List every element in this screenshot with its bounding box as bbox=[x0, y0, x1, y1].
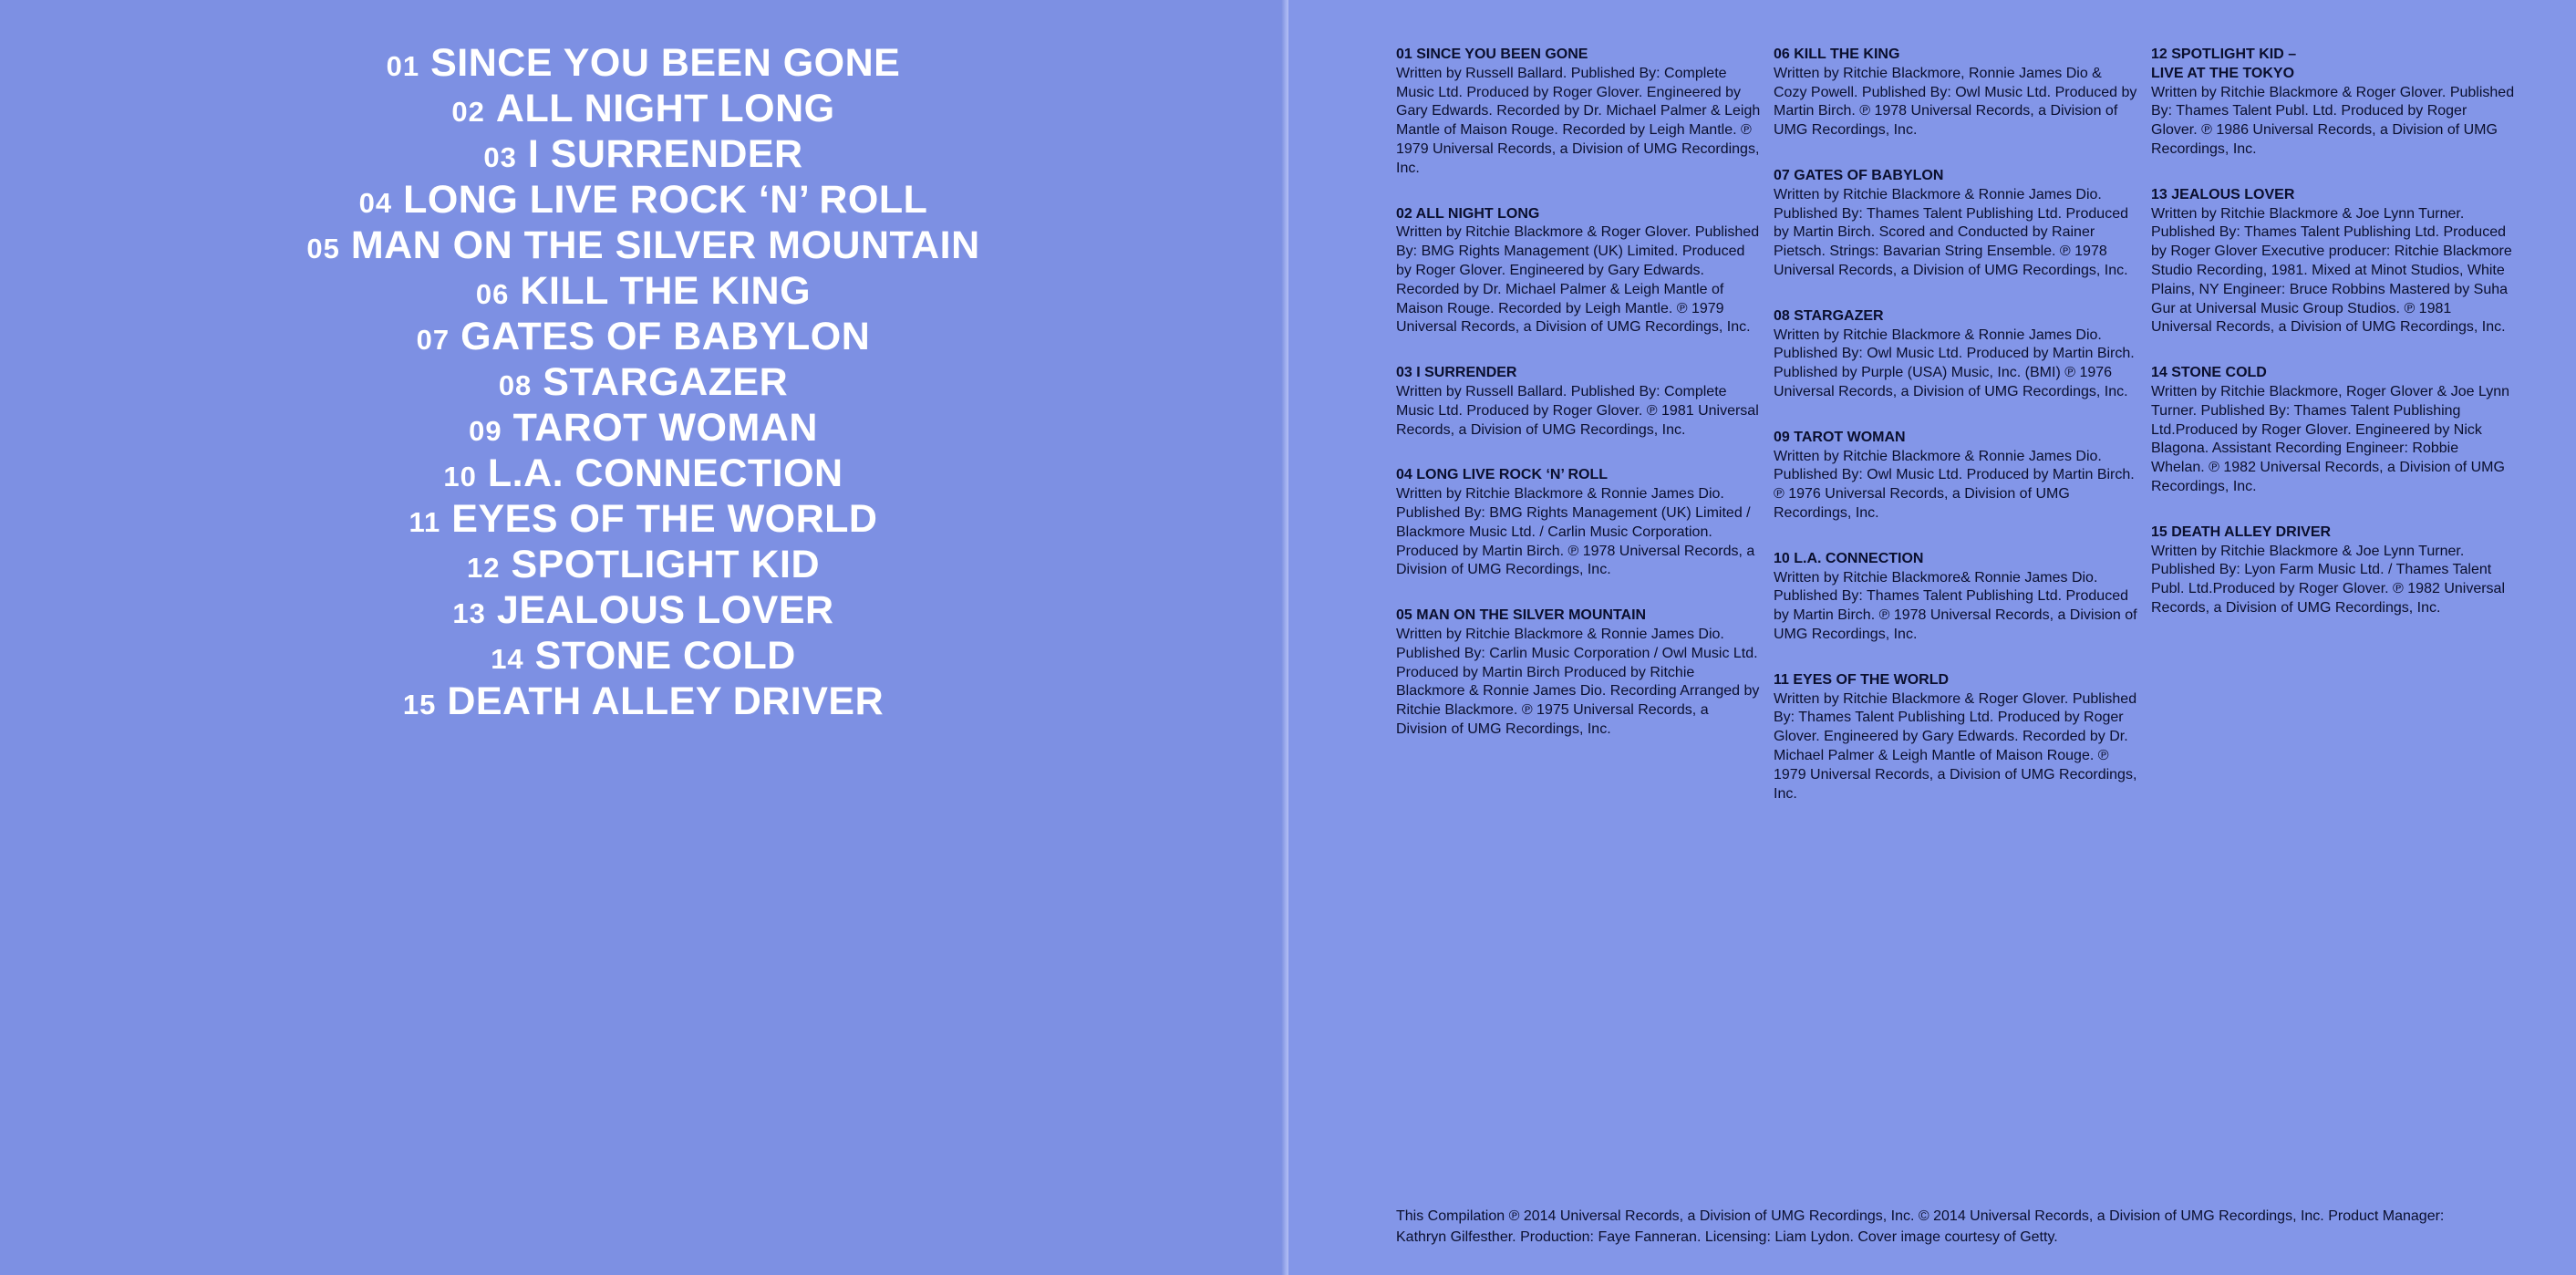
credit-heading: 07 GATES OF BABYLON bbox=[1774, 167, 1944, 183]
track-09 bbox=[0, 405, 1287, 451]
track-number: 09 bbox=[469, 415, 502, 447]
credit-entry bbox=[1396, 205, 1761, 338]
credit-heading: 15 DEATH ALLEY DRIVER bbox=[2151, 523, 2332, 540]
credit-heading: 02 ALL NIGHT LONG bbox=[1396, 205, 1540, 222]
credit-heading: 09 TAROT WOMAN bbox=[1774, 429, 1906, 445]
credit-entry bbox=[1774, 550, 2138, 645]
credits-column-2 bbox=[1774, 46, 2138, 830]
track-01 bbox=[0, 40, 1287, 86]
track-12 bbox=[0, 542, 1287, 587]
credit-entry bbox=[1396, 606, 1761, 740]
track-title: SINCE YOU BEEN GONE bbox=[430, 41, 901, 85]
track-title: L.A. CONNECTION bbox=[487, 451, 843, 495]
track-number: 03 bbox=[483, 141, 517, 173]
credit-text: Written by Ritchie Blackmore, Ronnie James Dio & Cozy Powell. Published By: Owl Music Ltd. Produced by Martin Birch. ℗ 1978 Universal Records, a Division of UMG Recordings, Inc. bbox=[1774, 65, 2137, 139]
credit-text: Written by Ritchie Blackmore & Ronnie James Dio. Published By: Owl Music Ltd. Produced by Martin Birch. Published by Purple (USA) Music, Inc. (BMI) ℗ 1976 Universal Records, a Division of UMG Recordings, Inc. bbox=[1774, 327, 2135, 399]
track-13 bbox=[0, 587, 1287, 633]
track-title: STONE COLD bbox=[534, 634, 796, 678]
track-05 bbox=[0, 223, 1287, 268]
credit-text: Written by Ritchie Blackmore & Roger Glover. Published By: Thames Talent Publishing Ltd. Produced by Roger Glover. Engineered by Gary Edwards. Recorded by Dr. Michael Palmer & Leigh Mantle of Maison Rouge. ℗ 1979 Universal Records, a Division of UMG Recordings, Inc. bbox=[1774, 690, 2137, 802]
credit-heading: 14 STONE COLD bbox=[2151, 365, 2267, 381]
credit-entry bbox=[1774, 671, 2138, 804]
track-10 bbox=[0, 451, 1287, 496]
credit-heading: 08 STARGAZER bbox=[1774, 307, 1884, 324]
track-title: GATES OF BABYLON bbox=[460, 315, 871, 358]
track-title: TAROT WOMAN bbox=[512, 406, 818, 450]
credit-heading: 10 L.A. CONNECTION bbox=[1774, 550, 1924, 566]
credit-text: Written by Ritchie Blackmore & Joe Lynn Turner. Published By: Lyon Farm Music Ltd. / Thames Talent Publ. Ltd.Produced by Roger Glover. ℗ 1982 Universal Records, a Division of UMG Recordings, Inc. bbox=[2151, 543, 2505, 616]
track-title: MAN ON THE SILVER MOUNTAIN bbox=[350, 223, 980, 267]
credit-text: Written by Russell Ballard. Published By: Complete Music Ltd. Produced by Roger Glover. ℗ 1981 Universal Records, a Division of UMG Recordings, Inc. bbox=[1396, 383, 1759, 438]
credit-heading: 11 EYES OF THE WORLD bbox=[1774, 671, 1950, 688]
credit-heading: 12 SPOTLIGHT KID – LIVE AT THE TOKYO bbox=[2151, 47, 2297, 81]
credit-text: Written by Ritchie Blackmore & Ronnie James Dio. Published By: Thames Talent Publishing Ltd. Produced by Martin Birch. Scored and Conducted by Rainer Pietsch. Strings: Bavarian String Ensemble. ℗ 1978 Universal Records, a Division of UMG Recordings, Inc. bbox=[1774, 186, 2128, 278]
track-14 bbox=[0, 633, 1287, 679]
track-06 bbox=[0, 268, 1287, 314]
track-title: STARGAZER bbox=[543, 360, 789, 404]
credit-text: Written by Ritchie Blackmore, Roger Glover & Joe Lynn Turner. Published By: Thames Talent Publishing Ltd.Produced by Roger Glover. Engineered by Nick Blagona. Assistant Recording Engineer: Robbie Whelan. ℗ 1982 Universal Records, a Division of UMG Recordings, Inc. bbox=[2151, 383, 2510, 494]
track-03 bbox=[0, 131, 1287, 177]
tracklist-panel bbox=[0, 0, 1287, 1275]
credit-entry bbox=[1774, 167, 2138, 281]
track-title: DEATH ALLEY DRIVER bbox=[447, 679, 885, 723]
credit-entry bbox=[1774, 46, 2138, 140]
credit-entry bbox=[1396, 364, 1761, 440]
credit-text: Written by Ritchie Blackmore & Roger Glover. Published By: Thames Talent Publ. Ltd. Produced by Roger Glover. ℗ 1986 Universal Records, a Division of UMG Recordings, Inc. bbox=[2151, 84, 2515, 157]
credit-text: Written by Russell Ballard. Published By: Complete Music Ltd. Produced by Roger Glover. Engineered by Gary Edwards. Recorded by Dr. Michael Palmer & Leigh Mantle of Maison Rouge. Recorded by Leigh Mantle. ℗ 1979 Universal Records, a Division of UMG Recordings, Inc. bbox=[1396, 65, 1761, 176]
track-number: 02 bbox=[451, 96, 485, 128]
credit-entry bbox=[2151, 46, 2516, 160]
track-08 bbox=[0, 359, 1287, 405]
credit-text: Written by Ritchie Blackmore & Ronnie James Dio. Published By: BMG Rights Management (UK) Limited / Blackmore Music Ltd. / Carlin Music Corporation. Produced by Martin Birch. ℗ 1978 Universal Records, a Division of UMG Recordings, Inc. bbox=[1396, 486, 1755, 578]
credit-entry bbox=[1396, 46, 1761, 179]
track-number: 11 bbox=[409, 506, 441, 538]
track-number: 10 bbox=[443, 461, 477, 492]
track-number: 04 bbox=[358, 187, 393, 219]
credit-text: Written by Ritchie Blackmore & Joe Lynn Turner. Published By: Thames Talent Publishing Ltd. Produced by Roger Glover Executive producer: Ritchie Blackmore Studio Recording, 1981. Mixed at Minot Studios, White Plains, NY Engineer: Bruce Robbins Mastered by Suha Gur at Universal Music Group Studios. ℗ 1981 Universal Records, a Division of UMG Recordings, Inc. bbox=[2151, 205, 2512, 336]
credit-heading: 03 I SURRENDER bbox=[1396, 365, 1517, 381]
credit-text: Written by Ritchie Blackmore & Ronnie James Dio. Published By: Owl Music Ltd. Produced by Martin Birch. ℗ 1976 Universal Records, a Division of UMG Recordings, Inc. bbox=[1774, 448, 2135, 521]
credit-entry bbox=[2151, 186, 2516, 337]
credit-heading: 13 JEALOUS LOVER bbox=[2151, 186, 2295, 202]
track-title: EYES OF THE WORLD bbox=[451, 497, 878, 541]
credit-text: Written by Ritchie Blackmore & Roger Glover. Published By: BMG Rights Management (UK) Limited. Produced by Roger Glover. Engineered by Gary Edwards. Recorded by Dr. Michael Palmer & Leigh Mantle of Maison Rouge. Recorded by Leigh Mantle. ℗ 1979 Universal Records, a Division of UMG Recordings, Inc. bbox=[1396, 224, 1760, 336]
credits-column-1 bbox=[1396, 46, 1761, 766]
credit-entry bbox=[1774, 429, 2138, 523]
track-number: 05 bbox=[306, 233, 340, 264]
credit-text: Written by Ritchie Blackmore& Ronnie James Dio. Published By: Thames Talent Publishing Ltd. Produced by Martin Birch. ℗ 1978 Universal Records, a Division of UMG Recordings, Inc. bbox=[1774, 569, 2137, 642]
track-04 bbox=[0, 177, 1287, 223]
credit-heading: 01 SINCE YOU BEEN GONE bbox=[1396, 47, 1588, 62]
track-number: 01 bbox=[386, 50, 420, 82]
credits-column-3 bbox=[2151, 46, 2516, 645]
track-title: ALL NIGHT LONG bbox=[495, 87, 835, 130]
track-number: 14 bbox=[491, 643, 524, 675]
track-number: 08 bbox=[498, 369, 533, 401]
track-02 bbox=[0, 86, 1287, 131]
credit-heading: 05 MAN ON THE SILVER MOUNTAIN bbox=[1396, 607, 1647, 624]
track-title: SPOTLIGHT KID bbox=[511, 543, 821, 586]
track-number: 13 bbox=[452, 597, 486, 629]
track-title: JEALOUS LOVER bbox=[496, 588, 834, 632]
credit-heading: 06 KILL THE KING bbox=[1774, 47, 1900, 62]
track-title: LONG LIVE ROCK ‘N’ ROLL bbox=[403, 178, 928, 222]
track-title: KILL THE KING bbox=[520, 269, 812, 313]
tracklist bbox=[0, 40, 1287, 724]
credit-entry bbox=[1396, 466, 1761, 580]
track-title: I SURRENDER bbox=[527, 132, 803, 176]
credit-entry bbox=[1774, 307, 2138, 402]
credit-entry bbox=[2151, 364, 2516, 497]
credit-text: Written by Ritchie Blackmore & Ronnie James Dio. Published By: Carlin Music Corporation / Owl Music Ltd. Produced by Martin Birch Produced by Ritchie Blackmore & Ronnie James Dio. Recording Arranged by Ritchie Blackmore. ℗ 1975 Universal Records, a Division of UMG Recordings, Inc. bbox=[1396, 626, 1760, 737]
track-15 bbox=[0, 679, 1287, 724]
track-07 bbox=[0, 314, 1287, 359]
compilation-credits-footer: This Compilation ℗ 2014 Universal Records, a Division of UMG Recordings, Inc. © 2014 Universal Records, a Division of UMG Recordings, Inc. Product Manager: Kathryn Gilfesther. Production: Faye Fanneran. Licensing: Liam Lydon. Cover image courtesy of Getty. bbox=[1396, 1208, 2445, 1245]
track-number: 15 bbox=[402, 689, 437, 720]
track-11 bbox=[0, 496, 1287, 542]
credit-entry bbox=[2151, 523, 2516, 618]
track-number: 12 bbox=[466, 552, 501, 584]
track-number: 07 bbox=[416, 324, 450, 356]
credit-heading: 04 LONG LIVE ROCK ‘N’ ROLL bbox=[1396, 467, 1609, 483]
track-number: 06 bbox=[475, 278, 510, 310]
